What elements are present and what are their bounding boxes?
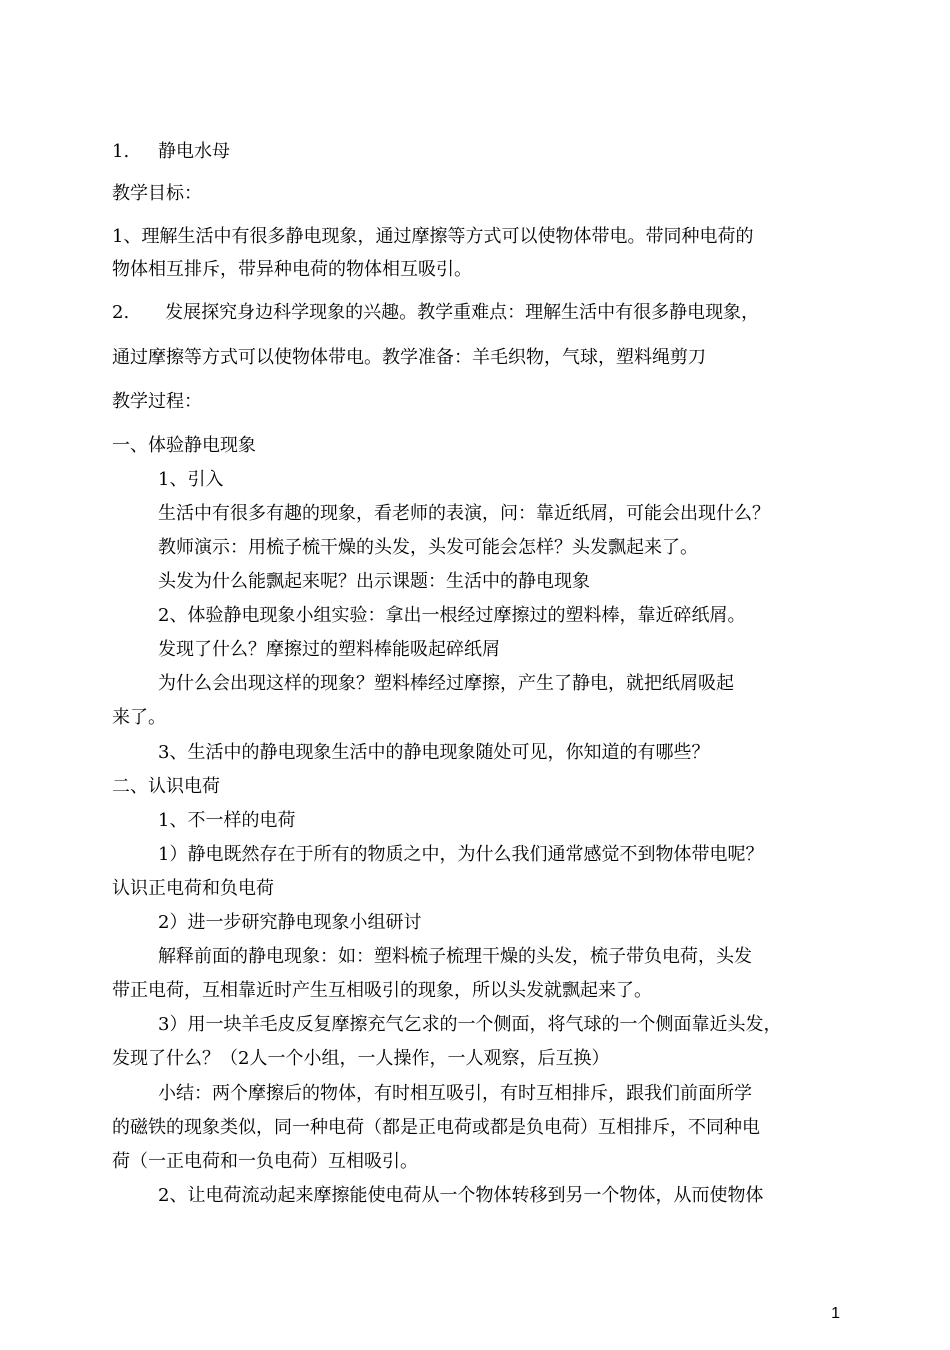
subheading: 1、引入: [158, 469, 224, 490]
body-line: 的磁铁的现象类似，同一种电荷（都是正电荷或都是负电荷）互相排斥，不同种电: [112, 1117, 760, 1138]
body-line: 1）静电既然存在于所有的物质之中，为什么我们通常感觉不到物体带电呢？: [158, 844, 764, 865]
body-line: 2. 发展探究身边科学现象的兴趣。教学重难点：理解生活中有很多静电现象，: [112, 302, 760, 323]
section-heading-process: 教学过程：: [112, 391, 202, 412]
section-heading-objectives: 教学目标：: [112, 183, 202, 204]
body-line: 认识正电荷和负电荷: [112, 878, 274, 899]
body-line: 为什么会出现这样的现象？塑料棒经过摩擦，产生了静电，就把纸屑吸起: [158, 673, 734, 694]
body-line: 头发为什么能飘起来呢？出示课题：生活中的静电现象: [158, 571, 590, 592]
body-line: 发现了什么？（2人一个小组，一人操作，一人观察，后互换）: [112, 1048, 610, 1069]
title-number: 1.: [112, 141, 130, 162]
body-line: 1、理解生活中有很多静电现象，通过摩擦等方式可以使物体带电。带同种电荷的: [112, 226, 754, 247]
page-number: 1: [831, 1305, 840, 1322]
section-heading-1: 一、体验静电现象: [112, 435, 256, 456]
body-line: 荷（一正电荷和一负电荷）互相吸引。: [112, 1151, 418, 1172]
body-line: 来了。: [112, 707, 166, 728]
body-line: 3、生活中的静电现象生活中的静电现象随处可见，你知道的有哪些？: [158, 742, 710, 763]
body-line: 教师演示：用梳子梳干燥的头发，头发可能会怎样？头发飘起来了。: [158, 537, 698, 558]
subheading: 1、不一样的电荷: [158, 810, 296, 831]
body-line: 物体相互排斥，带异种电荷的物体相互吸引。: [112, 259, 472, 280]
body-line: 小结：两个摩擦后的物体，有时相互吸引，有时互相排斥，跟我们前面所学: [158, 1083, 752, 1104]
body-line: 2）进一步研究静电现象小组研讨: [158, 912, 422, 933]
body-line: 2、让电荷流动起来摩擦能使电荷从一个物体转移到另一个物体，从而使物体: [158, 1185, 764, 1206]
body-line: 带正电荷，互相靠近时产生互相吸引的现象，所以头发就飘起来了。: [112, 980, 652, 1001]
body-line: 通过摩擦等方式可以使物体带电。教学准备：羊毛织物，气球，塑料绳剪刀: [112, 347, 706, 368]
section-heading-2: 二、认识电荷: [112, 776, 220, 797]
body-line: 2、体验静电现象小组实验：拿出一根经过摩擦过的塑料棒，靠近碎纸屑。: [158, 605, 746, 626]
body-line: 解释前面的静电现象：如：塑料梳子梳理干燥的头发，梳子带负电荷，头发: [158, 946, 752, 967]
body-line: 发现了什么？摩擦过的塑料棒能吸起碎纸屑: [158, 639, 500, 660]
body-line: 生活中有很多有趣的现象，看老师的表演，问：靠近纸屑，可能会出现什么？: [158, 503, 770, 524]
body-line: 3）用一块羊毛皮反复摩擦充气乞求的一个侧面，将气球的一个侧面靠近头发，: [158, 1014, 782, 1035]
document-title: 静电水母: [158, 141, 230, 162]
